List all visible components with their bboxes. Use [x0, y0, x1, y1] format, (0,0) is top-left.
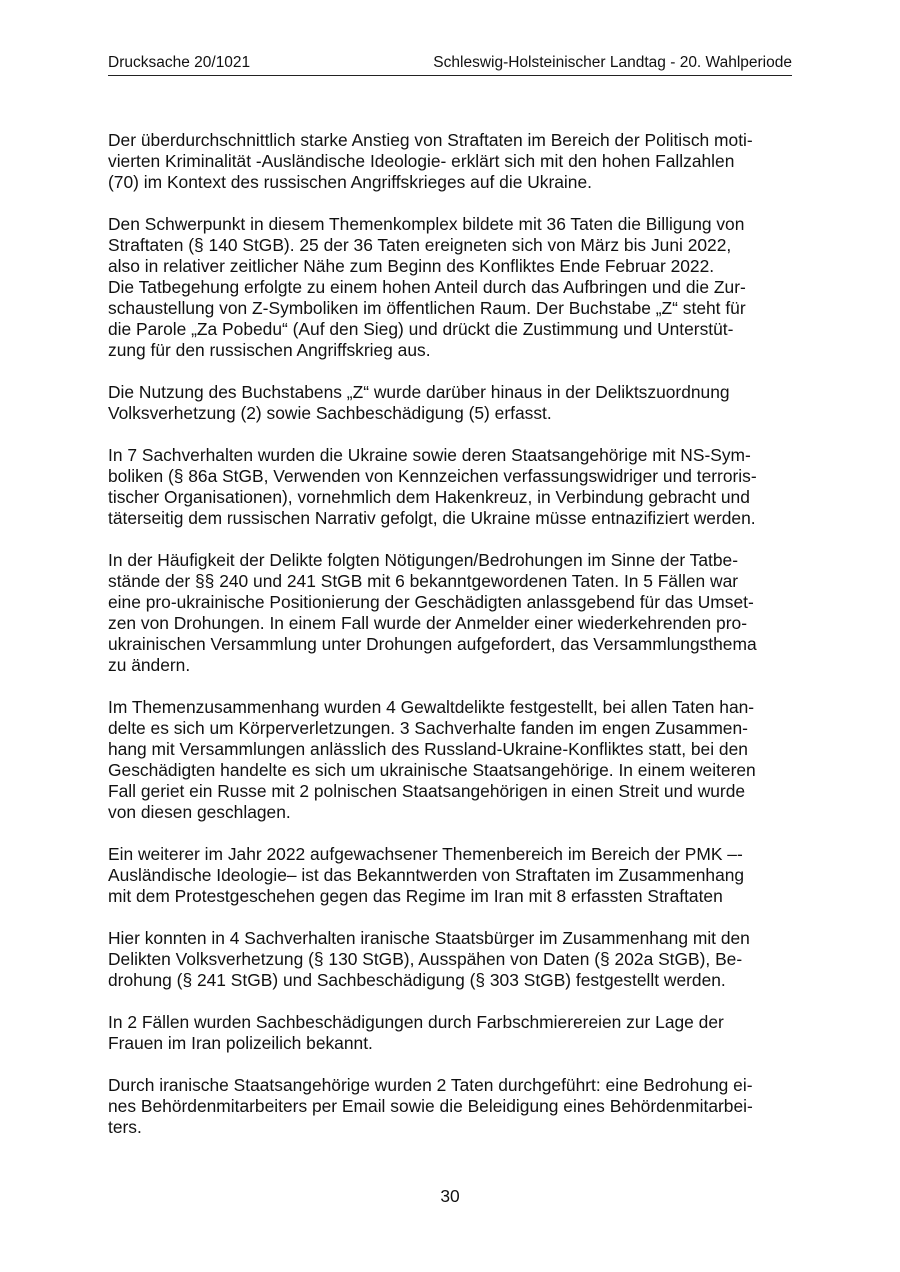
text-line: In 2 Fällen wurden Sachbeschädigungen durch Farbschmierereien zur Lage der [108, 1012, 724, 1032]
text-line: ukrainischen Versammlung unter Drohungen aufgefordert, das Versammlungsthema [108, 634, 757, 654]
text-line: Ein weiterer im Jahr 2022 aufgewachsener Themenbereich im Bereich der PMK –- [108, 844, 743, 864]
text-line: Geschädigten handelte es sich um ukrainische Staatsangehörige. In einem weiteren [108, 760, 756, 780]
paragraph-5 [108, 550, 792, 676]
text-line: Die Nutzung des Buchstabens „Z“ wurde darüber hinaus in der Deliktszuordnung [108, 382, 730, 402]
text-line: Den Schwerpunkt in diesem Themenkomplex bildete mit 36 Taten die Billigung von [108, 214, 745, 234]
text-line: stände der §§ 240 und 241 StGB mit 6 bekanntgewordenen Taten. In 5 Fällen war [108, 571, 739, 591]
page-header [108, 53, 792, 76]
text-line: zen von Drohungen. In einem Fall wurde der Anmelder einer wiederkehrenden pro- [108, 613, 747, 633]
text-line: Die Tatbegehung erfolgte zu einem hohen Anteil durch das Aufbringen und die Zur- [108, 277, 746, 297]
paragraph-9 [108, 1012, 792, 1054]
text-line: drohung (§ 241 StGB) und Sachbeschädigung (§ 303 StGB) festgestellt werden. [108, 970, 726, 990]
paragraph-gap [108, 991, 792, 1012]
text-line: eine pro-ukrainische Positionierung der Geschädigten anlassgebend für das Umset- [108, 592, 754, 612]
text-line: Durch iranische Staatsangehörige wurden 2 Taten durchgeführt: eine Bedrohung ei- [108, 1075, 753, 1095]
page-number: 30 [440, 1186, 460, 1206]
text-line: tischer Organisationen), vornehmlich dem Hakenkreuz, in Verbindung gebracht und [108, 487, 750, 507]
text-line: schaustellung von Z-Symboliken im öffentlichen Raum. Der Buchstabe „Z“ steht für [108, 298, 746, 318]
text-line: vierten Kriminalität -Ausländische Ideologie- erklärt sich mit den hohen Fallzahlen [108, 151, 735, 171]
paragraph-gap [108, 193, 792, 214]
text-line: (70) im Kontext des russischen Angriffskrieges auf die Ukraine. [108, 172, 592, 192]
paragraph-4 [108, 445, 792, 529]
document-body [108, 130, 792, 1138]
text-line: Volksverhetzung (2) sowie Sachbeschädigung (5) erfasst. [108, 403, 552, 423]
text-line: täterseitig dem russischen Narrativ gefolgt, die Ukraine müsse entnazifiziert werden. [108, 508, 756, 528]
text-line: delte es sich um Körperverletzungen. 3 Sachverhalte fanden im engen Zusammen- [108, 718, 748, 738]
paragraph-gap [108, 907, 792, 928]
parliament-period: Schleswig-Holsteinischer Landtag - 20. Wahlperiode [433, 54, 792, 71]
paragraph-gap [108, 1054, 792, 1075]
text-line: ters. [108, 1117, 142, 1137]
text-line: In 7 Sachverhalten wurden die Ukraine sowie deren Staatsangehörige mit NS-Sym- [108, 445, 751, 465]
text-line: Straftaten (§ 140 StGB). 25 der 36 Taten ereigneten sich von März bis Juni 2022, [108, 235, 732, 255]
paragraph-1 [108, 130, 792, 193]
text-line: Frauen im Iran polizeilich bekannt. [108, 1033, 373, 1053]
text-line: Der überdurchschnittlich starke Anstieg von Straftaten im Bereich der Politisch moti- [108, 130, 753, 150]
paragraph-gap [108, 676, 792, 697]
document-number: Drucksache 20/1021 [108, 54, 251, 71]
paragraph-gap [108, 823, 792, 844]
paragraph-2 [108, 214, 792, 361]
paragraph-7 [108, 844, 792, 907]
paragraph-10 [108, 1075, 792, 1138]
text-line: Im Themenzusammenhang wurden 4 Gewaltdelikte festgestellt, bei allen Taten han- [108, 697, 755, 717]
paragraph-gap [108, 529, 792, 550]
paragraph-gap [108, 361, 792, 382]
text-line: mit dem Protestgeschehen gegen das Regime im Iran mit 8 erfassten Straftaten [108, 886, 723, 906]
text-line: hang mit Versammlungen anlässlich des Russland-Ukraine-Konfliktes statt, bei den [108, 739, 748, 759]
text-line: Fall geriet ein Russe mit 2 polnischen Staatsangehörigen in einen Streit und wurde [108, 781, 746, 801]
text-line: die Parole „Za Pobedu“ (Auf den Sieg) und drückt die Zustimmung und Unterstüt- [108, 319, 734, 339]
paragraph-3 [108, 382, 792, 424]
text-line: boliken (§ 86a StGB, Verwenden von Kennzeichen verfassungswidriger und terroris- [108, 466, 757, 486]
text-line: Hier konnten in 4 Sachverhalten iranische Staatsbürger im Zusammenhang mit den [108, 928, 750, 948]
paragraph-gap [108, 424, 792, 445]
text-line: Delikten Volksverhetzung (§ 130 StGB), Ausspähen von Daten (§ 202a StGB), Be- [108, 949, 743, 969]
text-line: also in relativer zeitlicher Nähe zum Beginn des Konfliktes Ende Februar 2022. [108, 256, 715, 276]
text-line: nes Behördenmitarbeiters per Email sowie die Beleidigung eines Behördenmitarbei- [108, 1096, 753, 1116]
paragraph-8 [108, 928, 792, 991]
text-line: zu ändern. [108, 655, 191, 675]
text-line: Ausländische Ideologie– ist das Bekanntwerden von Straftaten im Zusammenhang [108, 865, 745, 885]
paragraph-6 [108, 697, 792, 823]
text-line: zung für den russischen Angriffskrieg aus. [108, 340, 431, 360]
text-line: von diesen geschlagen. [108, 802, 291, 822]
text-line: In der Häufigkeit der Delikte folgten Nötigungen/Bedrohungen im Sinne der Tatbe- [108, 550, 739, 570]
